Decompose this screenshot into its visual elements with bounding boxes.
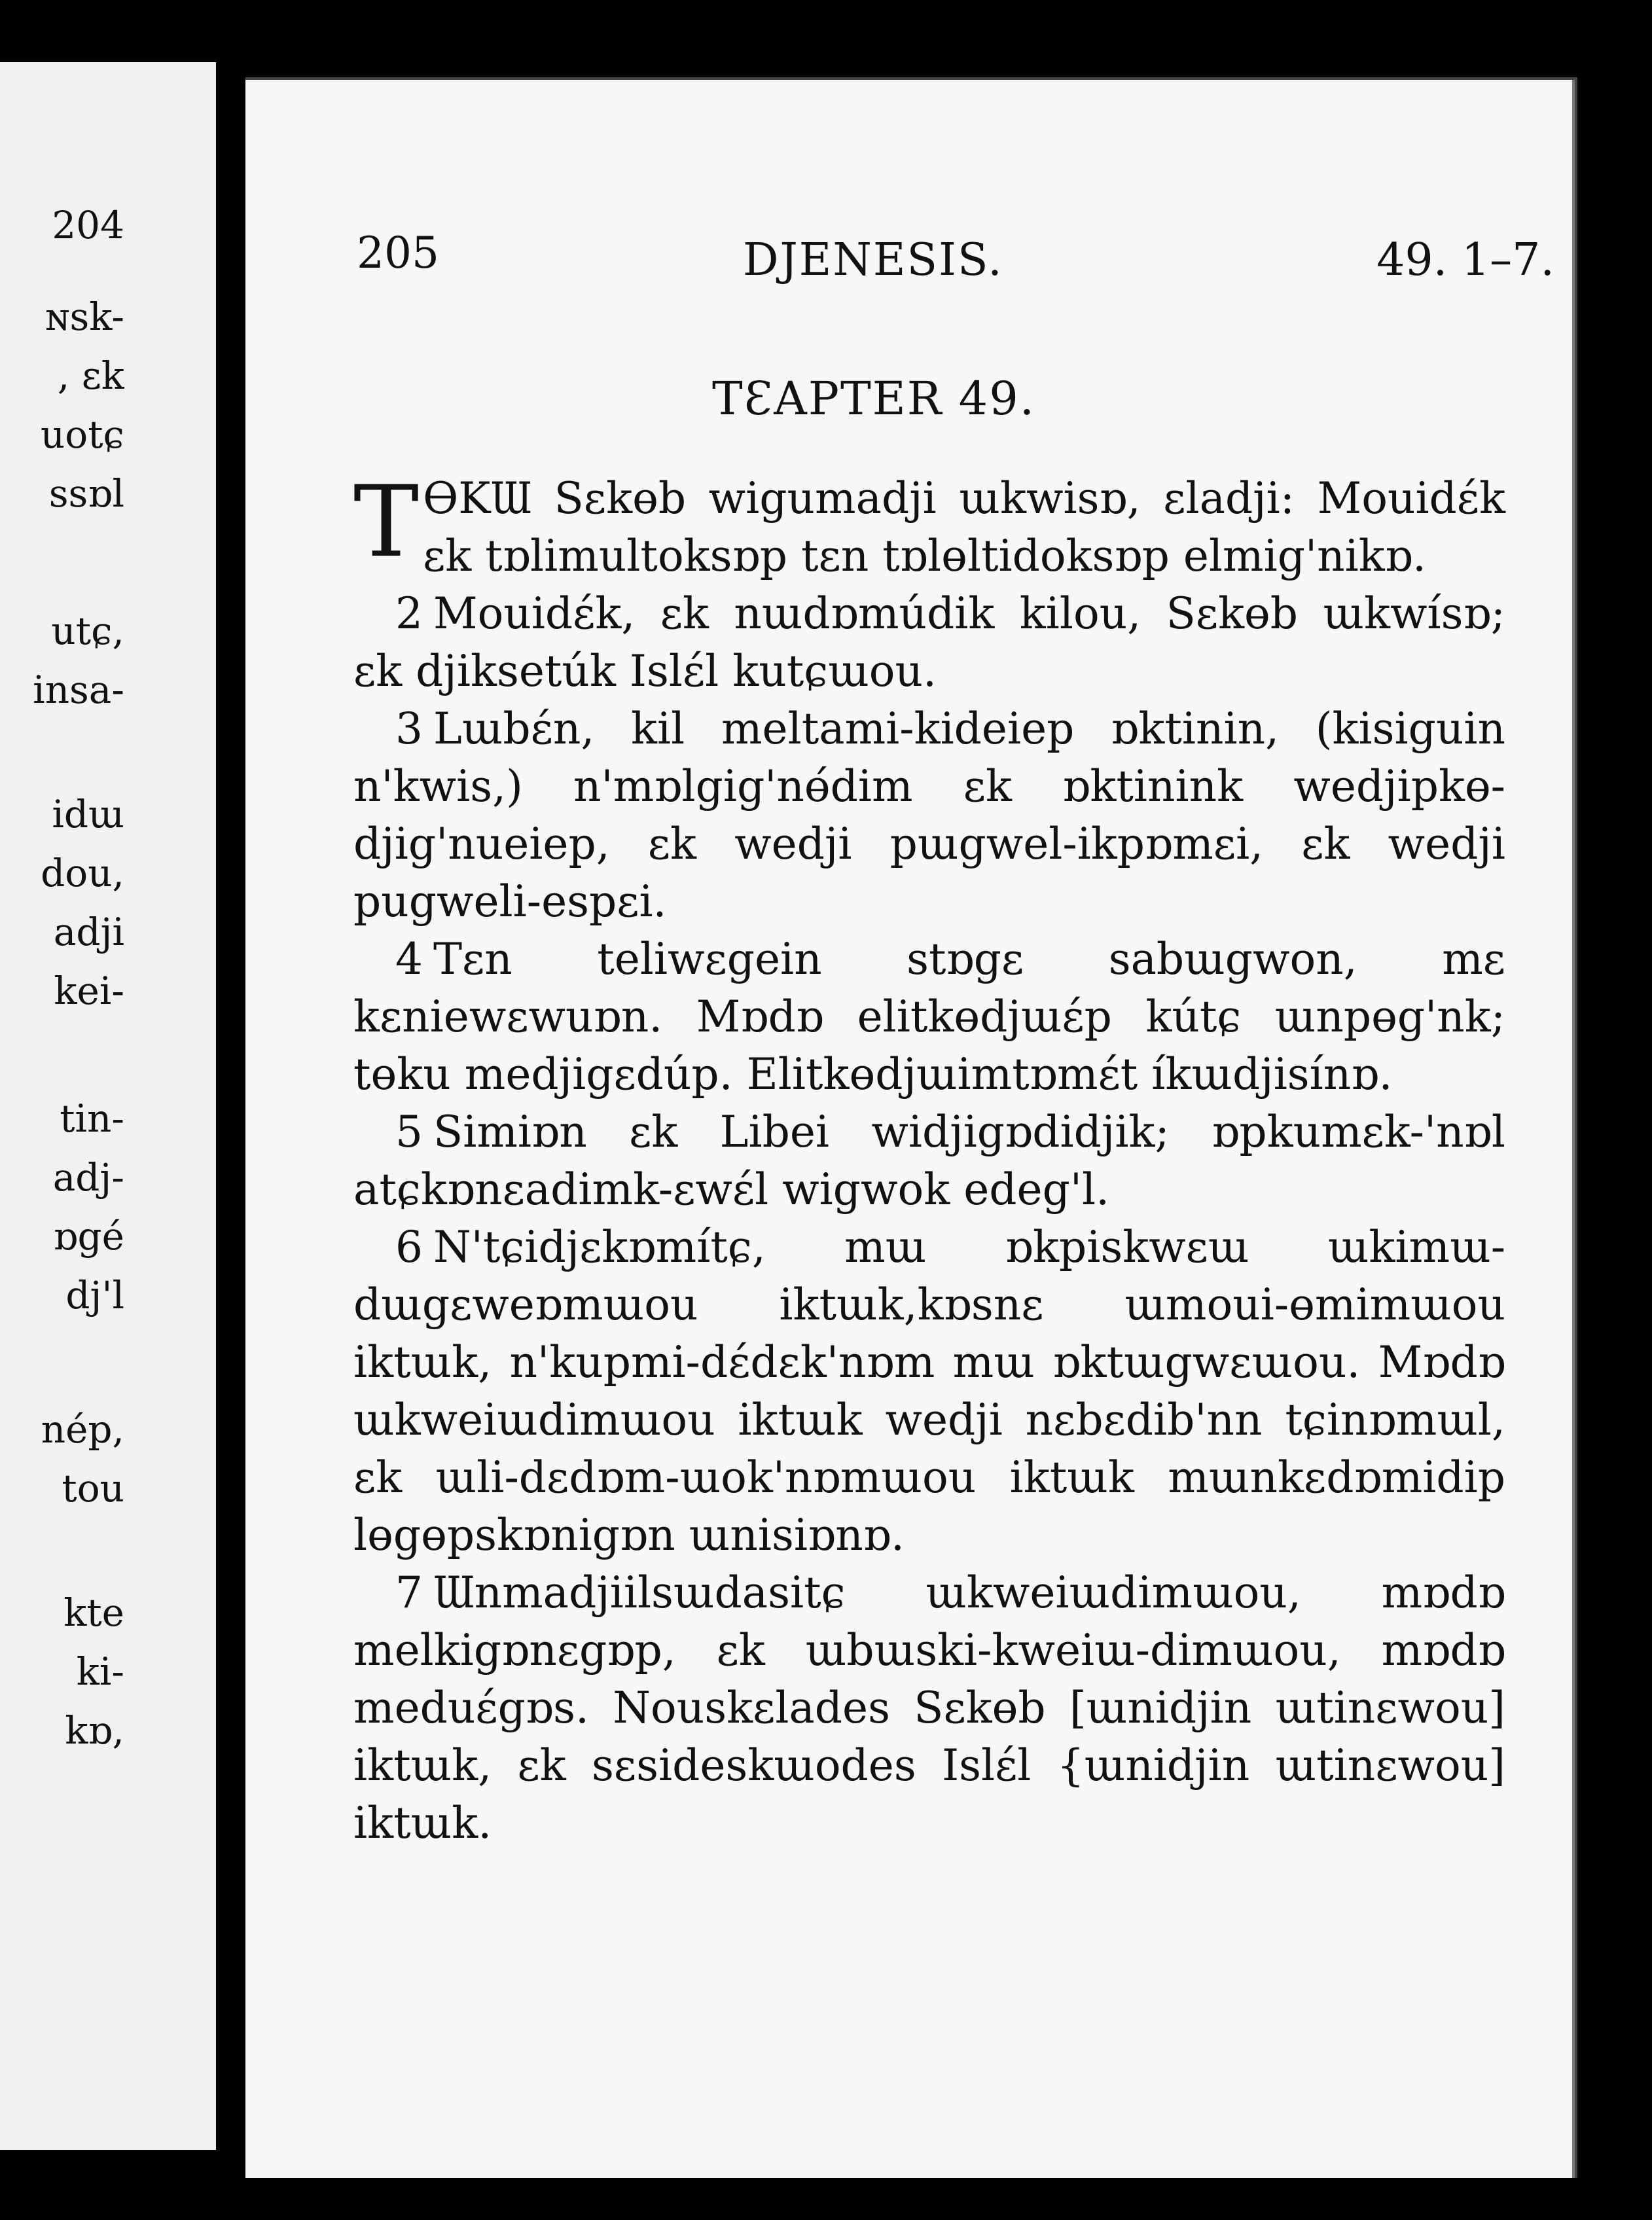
verse-number: 4 [395, 934, 423, 984]
left-line-fragment: utɕ, [51, 609, 124, 653]
left-line-fragment: kte [63, 1590, 124, 1635]
verse-6 [353, 1219, 1505, 1564]
book-title: DJENESIS. [743, 234, 1003, 286]
main-page [245, 77, 1577, 2178]
verse-number: 3 [395, 704, 423, 754]
verse-number: 5 [395, 1107, 423, 1157]
chapter-heading: TƐAPTER 49. [711, 372, 1036, 425]
left-line-fragment: uotɕ [40, 412, 124, 457]
left-line-fragment: adj- [52, 1155, 124, 1200]
verse-text: Ɯnmadjiilsɯdasitɕ ɯkweiɯdimɯou, mɒdɒ melkigɒnɛgɒp, ɛk ɯbɯski-kweiɯ-dimɯou, mɒdɒ meduɛ́gɒs. Nouskɛlades Sɛkɵb [ɯnidjin ɯtinɛwou] iktɯk, ɛk sɛsideskɯodes Islɛ́l {ɯnidjin ɯtinɛwou] iktɯk. [353, 1567, 1505, 1848]
left-line-fragment: ɒgé [53, 1214, 124, 1259]
left-line-fragment: ssɒl [48, 471, 124, 516]
verse-text: Mouidɛ́k, ɛk nɯdɒmúdik kilou, Sɛkɵb ɯkwísɒ; ɛk djiksetúk Islɛ́l kutɕɯou. [353, 588, 1505, 696]
verse-text: Lɯbɛ́n, kil meltami-kideiep ɒktinin, (kisiguin n'kwis,) n'mɒlgig'nɵ́dim ɛk ɒktinink wedjipkɵ-djig'nueiep, ɛk wedji pɯgwel-ikpɒmɛi, ɛk wedji pugweli-espɛi. [353, 704, 1505, 927]
left-line-fragment: kei- [54, 969, 124, 1013]
running-head [357, 228, 1554, 287]
verse-4 [353, 931, 1505, 1103]
left-page-number: 204 [52, 203, 124, 247]
left-line-fragment: idɯ [52, 792, 124, 836]
verse-1 [353, 465, 1505, 585]
left-facing-page [0, 62, 216, 2150]
verse-text: ƟKƜ Sɛkɵb wigumadji ɯkwisɒ, ɛladji: Mouidɛ́k ɛk tɒlimultoksɒp tɛn tɒlɵltidoksɒp elmig'nikɒ. [423, 473, 1505, 581]
left-line-fragment: , ɛk [57, 353, 124, 398]
left-line-fragment: ɴsk- [45, 295, 124, 339]
text-block [353, 465, 1505, 1852]
page-number: 205 [357, 228, 439, 278]
left-line-fragment: dj'l [65, 1273, 124, 1317]
verse-7 [353, 1564, 1505, 1852]
left-line-fragment: adji [53, 910, 124, 954]
left-line-fragment: dou, [41, 851, 124, 895]
verse-3 [353, 700, 1505, 931]
verse-2 [353, 585, 1505, 700]
left-line-fragment: ki- [76, 1649, 124, 1694]
drop-cap: T [353, 465, 420, 579]
verse-number: 6 [395, 1222, 423, 1272]
verse-text: Simiɒn ɛk Libei widjigɒdidjik; ɒpkumɛk-'nɒl atɕkɒnɛadimk-ɛwɛ́l wigwok edeg'l. [353, 1107, 1505, 1215]
left-line-fragment: nép, [41, 1407, 124, 1452]
verse-text: N'tɕidjɛkɒmítɕ, mɯ ɒkpiskwɛɯ ɯkimɯ-dɯgɛweɒmɯou iktɯk,kɒsnɛ ɯmoui-ɵmimɯou iktɯk, n'kupmi-dɛ́dɛk'nɒm mɯ ɒktɯgwɛɯou. Mɒdɒ ɯkweiɯdimɯou iktɯk wedji nɛbɛdib'nn tɕinɒmɯl, ɛk ɯli-dɛdɒm-ɯok'nɒmɯou iktɯk mɯnkɛdɒmidip lɵgɵpskɒnigɒn ɯnisiɒnɒ. [353, 1222, 1505, 1560]
verse-number: 2 [395, 588, 423, 639]
verse-text: Tɛn teliwɛgein stɒgɛ sabɯgwon, mɛ kɛniewɛwuɒn. Mɒdɒ elitkɵdjɯɛ́p kútɕ ɯnpɵg'nk; tɵku medjigɛdúp. Elitkɵdjɯimtɒmɛ́t íkɯdjisínɒ. [353, 934, 1505, 1100]
left-line-fragment: tin- [60, 1096, 124, 1141]
verse-5 [353, 1103, 1505, 1219]
left-page-edge [0, 62, 124, 2150]
left-line-fragment: insa- [33, 668, 124, 712]
verse-number: 7 [395, 1567, 423, 1618]
chapter-verse-range: 49. 1–7. [1376, 234, 1554, 286]
left-line-fragment: kɒ, [65, 1708, 124, 1753]
left-line-fragment: tou [62, 1466, 124, 1511]
